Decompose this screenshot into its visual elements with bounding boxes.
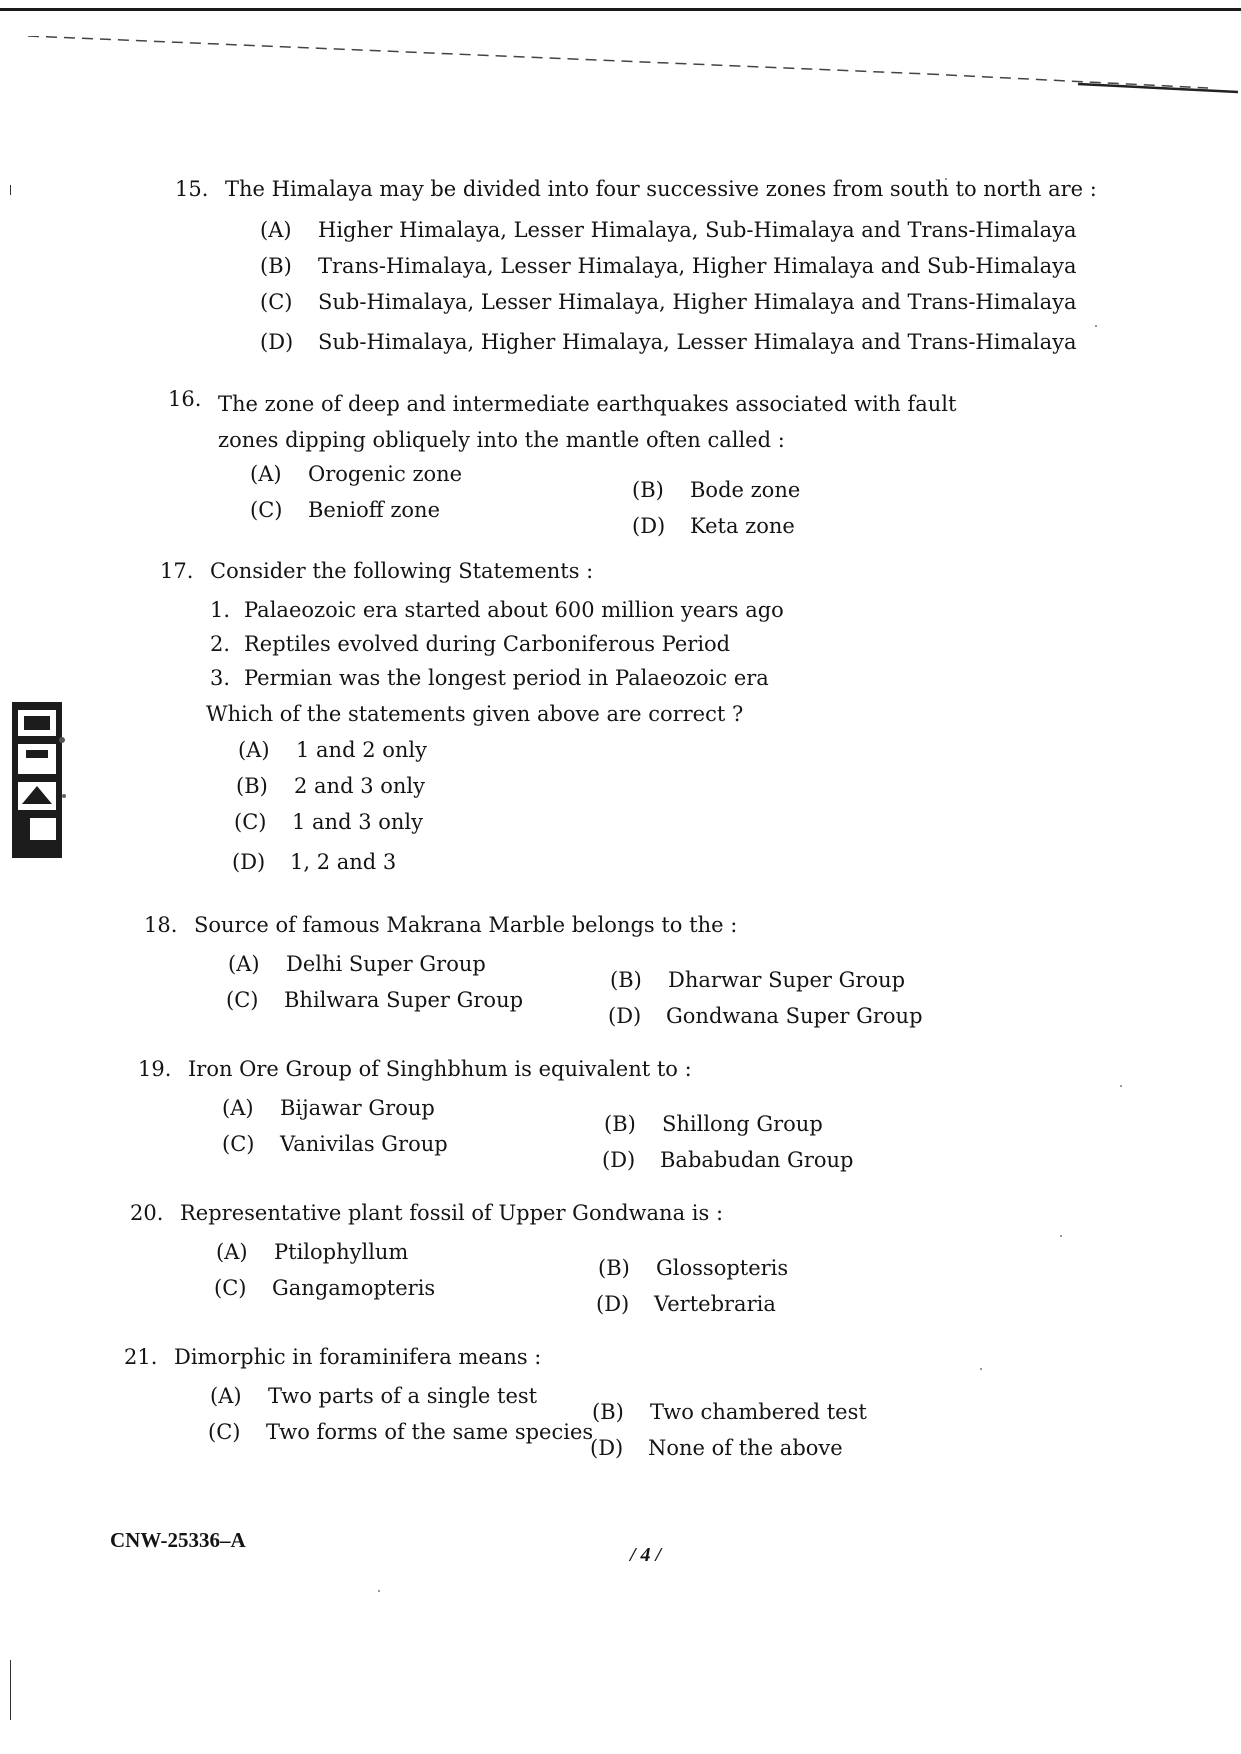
seal-stamp-image: [8, 700, 70, 860]
option-label: (D): [602, 1148, 636, 1172]
option-b: [604, 1112, 823, 1136]
question-number: 21.: [124, 1345, 158, 1369]
option-label: (C): [234, 810, 267, 834]
question-18: [144, 912, 1044, 942]
option-c: [250, 498, 440, 522]
option-text: Trans-Himalaya, Lesser Himalaya, Higher Himalaya and Sub-Himalaya: [318, 254, 1077, 278]
top-border-line: [0, 8, 1241, 11]
option-b: [260, 254, 1077, 278]
option-text: Two parts of a single test: [268, 1384, 538, 1408]
option-c: [214, 1276, 435, 1300]
option-b: [632, 478, 800, 502]
statement-number: 3.: [210, 666, 231, 690]
option-text: Keta zone: [690, 514, 795, 538]
question-number: 16.: [168, 387, 202, 411]
option-text: Sub-Himalaya, Higher Himalaya, Lesser Himalaya and Trans-Himalaya: [318, 330, 1077, 354]
speck: [1095, 325, 1097, 327]
question-number: 15.: [175, 177, 209, 201]
option-text: Sub-Himalaya, Lesser Himalaya, Higher Himalaya and Trans-Himalaya: [318, 290, 1077, 314]
option-label: (C): [226, 988, 259, 1012]
speck: [1060, 1235, 1062, 1237]
page-number: / 4 /: [630, 1544, 662, 1566]
option-text: Higher Himalaya, Lesser Himalaya, Sub-Himalaya and Trans-Himalaya: [318, 218, 1077, 242]
option-c: [234, 810, 423, 834]
option-text: Orogenic zone: [308, 462, 463, 486]
option-label: (C): [250, 498, 283, 522]
option-text: Bhilwara Super Group: [284, 988, 524, 1012]
option-d: [590, 1436, 843, 1460]
option-text: Dharwar Super Group: [668, 968, 906, 992]
speck: [1120, 1085, 1122, 1087]
option-c: [226, 988, 523, 1012]
option-text: Bababudan Group: [660, 1148, 854, 1172]
speck: [378, 1590, 380, 1592]
option-a: [222, 1096, 435, 1120]
statement-number: 1.: [210, 598, 231, 622]
option-label: (A): [260, 218, 292, 242]
option-label: (B): [632, 478, 664, 502]
option-text: Vertebraria: [654, 1292, 776, 1316]
question-text: The zone of deep and intermediate earthquakes associated with fault zones dipping obliquely into the mantle often called :: [218, 392, 957, 452]
question-text: Source of famous Makrana Marble belongs to the :: [194, 913, 738, 937]
option-label: (D): [232, 850, 266, 874]
option-label: (A): [238, 738, 270, 762]
option-text: Gondwana Super Group: [666, 1004, 923, 1028]
option-a: [228, 952, 486, 976]
question-text: Consider the following Statements :: [210, 559, 594, 583]
question-text: Iron Ore Group of Singhbhum is equivalent to :: [188, 1057, 692, 1081]
option-label: (D): [590, 1436, 624, 1460]
option-label: (B): [236, 774, 268, 798]
perforation-dashed-line: [28, 36, 1238, 106]
option-text: 1, 2 and 3: [290, 850, 397, 874]
option-label: (A): [250, 462, 282, 486]
option-d: [232, 850, 396, 874]
margin-tick: [10, 1660, 11, 1720]
question-19: [138, 1056, 1038, 1086]
question-number: 20.: [130, 1201, 164, 1225]
option-b: [236, 774, 425, 798]
option-c: [222, 1132, 448, 1156]
question-prompt: Which of the statements given above are correct ?: [206, 702, 744, 726]
question-number: 19.: [138, 1057, 172, 1081]
option-text: 1 and 3 only: [292, 810, 423, 834]
statement-text: Permian was the longest period in Palaeozoic era: [244, 666, 769, 690]
statement-text: Reptiles evolved during Carboniferous Period: [244, 632, 731, 656]
option-b: [598, 1256, 788, 1280]
statement-number: 2.: [210, 632, 231, 656]
option-text: Two forms of the same species: [266, 1420, 594, 1444]
question-16: [168, 386, 1068, 456]
option-text: 1 and 2 only: [296, 738, 427, 762]
option-d: [632, 514, 795, 538]
option-label: (B): [598, 1256, 630, 1280]
option-d: [608, 1004, 923, 1028]
question-text: Dimorphic in foraminifera means :: [174, 1345, 542, 1369]
option-label: (B): [604, 1112, 636, 1136]
question-21: [124, 1344, 1024, 1374]
option-text: Bode zone: [690, 478, 801, 502]
statement-2: [210, 632, 730, 656]
question-text: Representative plant fossil of Upper Gondwana is :: [180, 1201, 724, 1225]
option-c: [208, 1420, 593, 1444]
option-a: [210, 1384, 537, 1408]
option-c: [260, 290, 1077, 314]
option-label: (D): [596, 1292, 630, 1316]
option-a: [250, 462, 462, 486]
option-label: (A): [210, 1384, 242, 1408]
option-text: 2 and 3 only: [294, 774, 425, 798]
question-text: The Himalaya may be divided into four successive zones from south to north are :: [225, 177, 1097, 201]
option-label: (A): [222, 1096, 254, 1120]
option-b: [610, 968, 905, 992]
option-label: (C): [222, 1132, 255, 1156]
option-label: (B): [610, 968, 642, 992]
option-d: [260, 330, 1077, 354]
option-a: [260, 218, 1077, 242]
option-label: (D): [608, 1004, 642, 1028]
option-d: [602, 1148, 853, 1172]
margin-tick: [10, 185, 11, 195]
option-text: None of the above: [648, 1436, 843, 1460]
option-text: Two chambered test: [650, 1400, 867, 1424]
option-text: Ptilophyllum: [274, 1240, 409, 1264]
option-text: Gangamopteris: [272, 1276, 436, 1300]
option-label: (C): [214, 1276, 247, 1300]
option-d: [596, 1292, 776, 1316]
option-text: Delhi Super Group: [286, 952, 486, 976]
option-a: [238, 738, 427, 762]
option-a: [216, 1240, 408, 1264]
statement-1: [210, 598, 784, 622]
option-label: (A): [228, 952, 260, 976]
statement-text: Palaeozoic era started about 600 million years ago: [244, 598, 784, 622]
option-label: (B): [260, 254, 292, 278]
statement-3: [210, 666, 769, 690]
option-text: Glossopteris: [656, 1256, 789, 1280]
option-text: Benioff zone: [308, 498, 440, 522]
question-20: [130, 1200, 1030, 1230]
booklet-code: CNW-25336–A: [110, 1528, 246, 1552]
option-label: (C): [208, 1420, 241, 1444]
option-text: Shillong Group: [662, 1112, 823, 1136]
option-text: Vanivilas Group: [280, 1132, 448, 1156]
option-label: (A): [216, 1240, 248, 1264]
question-number: 17.: [160, 559, 194, 583]
option-b: [592, 1400, 867, 1424]
option-label: (B): [592, 1400, 624, 1424]
option-label: (D): [260, 330, 294, 354]
question-17: [160, 558, 1060, 588]
option-label: (D): [632, 514, 666, 538]
question-number: 18.: [144, 913, 178, 937]
option-text: Bijawar Group: [280, 1096, 435, 1120]
option-label: (C): [260, 290, 293, 314]
